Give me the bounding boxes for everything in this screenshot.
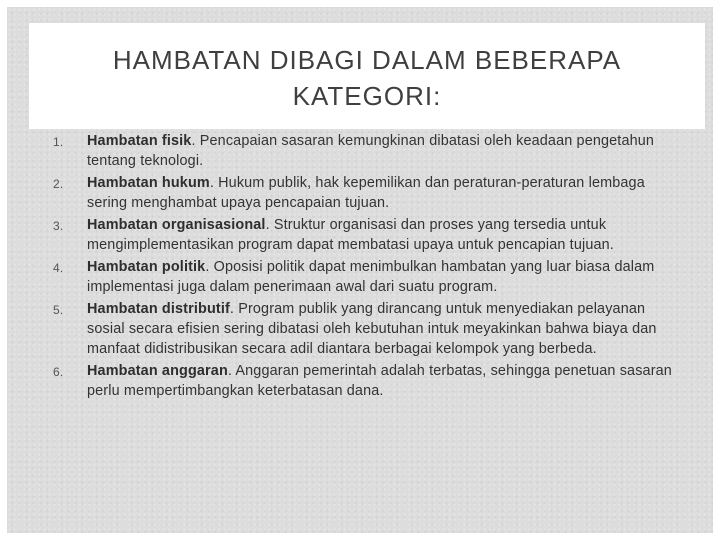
slide-title: HAMBATAN DIBAGI DALAM BEBERAPA KATEGORI: (112, 45, 622, 111)
list-item-1 (7, 131, 713, 171)
item-term: Hambatan distributif (87, 300, 230, 317)
item-description: . Oposisi politik dapat menimbulkan hambatan yang luar biasa dalam implementasi juga dalam penerimaan awal dari suatu program. (87, 258, 655, 295)
item-description: . Program publik yang dirancang untuk menyediakan pelayanan sosial secara efisien sering dibatasi oleh kebutuhan intuk meyakinkan bahwa biaya dan manfaat didistribusikan secara adil diantara berbagai kelompok yang berbeda. (87, 300, 657, 358)
title-box (29, 23, 705, 129)
slide (7, 7, 713, 533)
item-term: Hambatan anggaran (87, 362, 228, 379)
list-item-4 (7, 257, 713, 297)
item-number: 5. (53, 302, 64, 317)
item-description: . Hukum publik, hak kepemilikan dan peraturan-peraturan lembaga sering menghambat upaya pencapaian tujuan. (87, 174, 645, 212)
item-term: Hambatan fisik (87, 133, 192, 149)
list-item-6 (7, 361, 713, 401)
item-number: 6. (53, 364, 64, 379)
list-item-5 (7, 299, 713, 360)
list-item-2 (7, 173, 713, 213)
item-number: 1. (53, 135, 64, 149)
item-description: . Struktur organisasi dan proses yang tersedia untuk mengimplementasikan program dapat membatasi upaya untuk pencapian tujuan. (87, 216, 614, 254)
item-term: Hambatan politik (87, 258, 206, 275)
item-number: 4. (53, 260, 64, 275)
list-item-3 (7, 215, 713, 255)
item-number: 3. (53, 218, 64, 233)
item-number: 2. (53, 176, 64, 191)
item-term: Hambatan hukum (87, 174, 210, 191)
item-description: . Anggaran pemerintah adalah terbatas, sehingga penetuan sasaran perlu mempertimbangkan keterbatasan dana. (87, 362, 672, 399)
item-term: Hambatan organisasional (87, 216, 266, 233)
category-list (7, 131, 713, 403)
item-description: . Pencapaian sasaran kemungkinan dibatasi oleh keadaan pengetahun tentang teknologi. (87, 133, 655, 170)
